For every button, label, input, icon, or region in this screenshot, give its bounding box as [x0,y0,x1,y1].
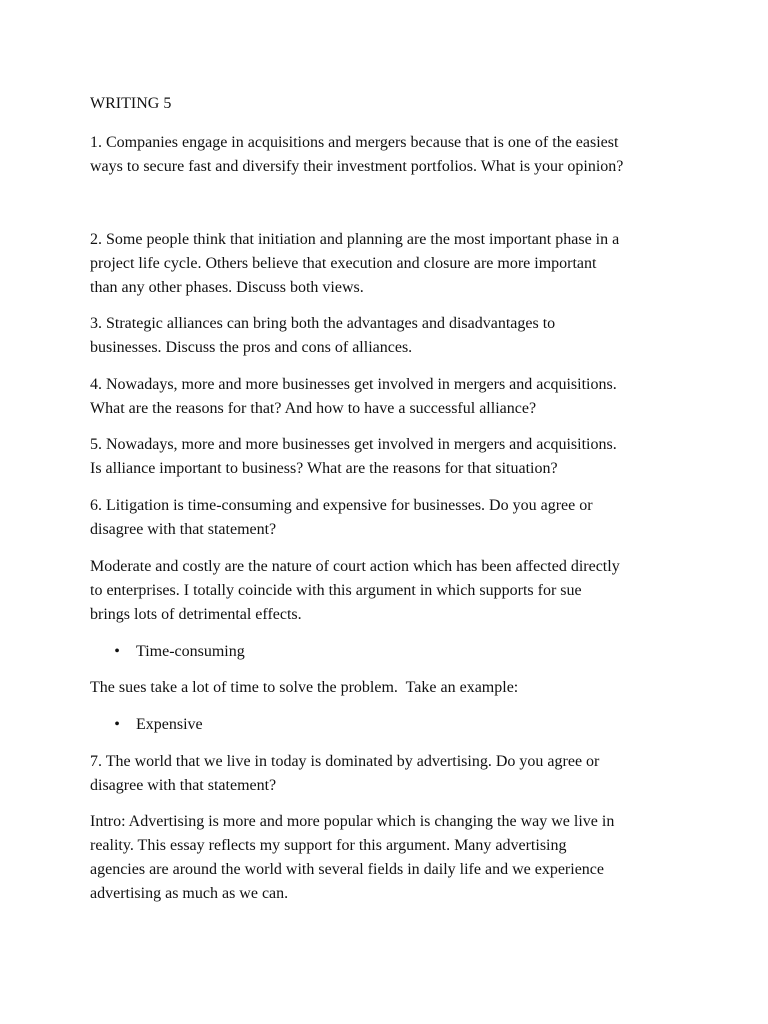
question-4-line-2: What are the reasons for that? And how to have a successful alliance? [90,400,537,417]
question-2-paragraph [90,228,690,300]
intro-line-3: agencies are around the world with several fields in daily life and we experience [90,861,605,878]
answer-6-line-3: brings lots of detrimental effects. [90,606,302,623]
question-2-line-1: 2. Some people think that initiation and planning are the most important phase in a [90,231,620,248]
title-text: WRITING 5 [90,95,172,112]
question-6-line-2: disagree with that statement? [90,521,277,538]
answer-6-paragraph [90,555,690,627]
sues-paragraph [90,676,690,700]
question-5-line-2: Is alliance important to business? What are the reasons for that situation? [90,460,558,477]
question-7-line-2: disagree with that statement? [90,777,277,794]
intro-line-2: reality. This essay reflects my support for this argument. Many advertising [90,837,567,854]
bullet-text: Time-consuming [136,643,245,660]
question-4-paragraph [90,373,690,421]
bullet-marker: • [114,643,120,660]
question-1-paragraph [90,131,690,179]
question-6-paragraph [90,494,690,542]
answer-6-line-1: Moderate and costly are the nature of court action which has been affected directly [90,558,620,575]
question-3-line-2: businesses. Discuss the pros and cons of alliances. [90,339,413,356]
answer-6-line-2: to enterprises. I totally coincide with this argument in which supports for sue [90,582,582,599]
question-7-paragraph [90,750,690,798]
question-3-line-1: 3. Strategic alliances can bring both the advantages and disadvantages to [90,315,556,332]
question-7-line-1: 7. The world that we live in today is dominated by advertising. Do you agree or [90,753,600,770]
intro-line-4: advertising as much as we can. [90,885,289,902]
document-title [90,92,690,116]
question-6-line-1: 6. Litigation is time-consuming and expensive for businesses. Do you agree or [90,497,593,514]
intro-line-1: Intro: Advertising is more and more popular which is changing the way we live in [90,813,615,830]
question-1-line-2: ways to secure fast and diversify their investment portfolios. What is your opinion? [90,158,624,175]
bullet-item-expensive [112,713,672,737]
question-5-paragraph [90,433,690,481]
bullet-text: Expensive [136,716,203,733]
question-2-line-3: than any other phases. Discuss both views. [90,279,364,296]
question-5-line-1: 5. Nowadays, more and more businesses get involved in mergers and acquisitions. [90,436,617,453]
question-2-line-2: project life cycle. Others believe that execution and closure are more important [90,255,597,272]
bullet-item-time-consuming [112,640,672,664]
bullet-marker: • [114,716,120,733]
intro-paragraph [90,810,690,906]
question-1-line-1: 1. Companies engage in acquisitions and mergers because that is one of the easiest [90,134,619,151]
question-3-paragraph [90,312,690,360]
sues-line-1: The sues take a lot of time to solve the problem. Take an example: [90,679,519,696]
question-4-line-1: 4. Nowadays, more and more businesses get involved in mergers and acquisitions. [90,376,617,393]
